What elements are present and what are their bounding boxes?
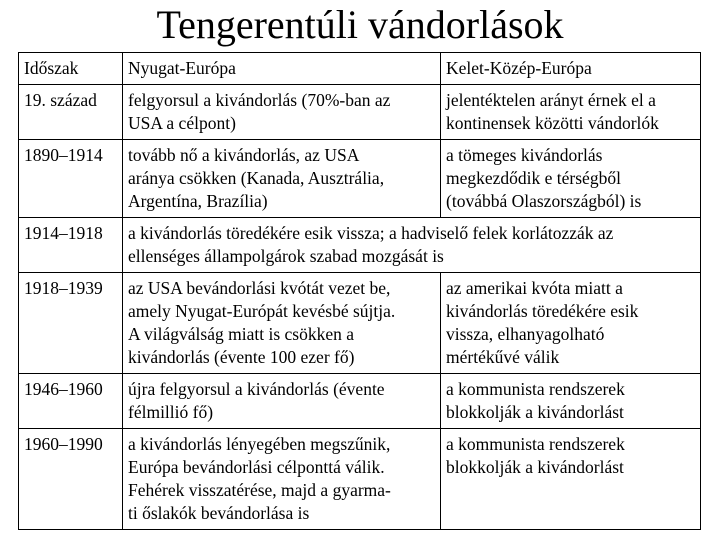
cell-line: tovább nő a kivándorlás, az USA <box>128 145 360 165</box>
period-cell: 19. század <box>19 85 123 140</box>
cell-line: a kommunista rendszerek <box>446 434 625 454</box>
cell-line: a kivándorlás lényegében megszűnik, <box>128 434 391 454</box>
table-row <box>19 429 701 530</box>
merged-cell <box>123 218 701 273</box>
east-central-europe-cell <box>441 140 701 218</box>
east-central-europe-cell <box>441 374 701 429</box>
cell-line: ti őslakók bevándorlása is <box>128 503 310 523</box>
cell-line: blokkolják a kivándorlást <box>446 402 624 422</box>
table-row <box>19 273 701 374</box>
cell-line: USA a célpont) <box>128 113 236 133</box>
western-europe-cell <box>123 85 441 140</box>
cell-line: Európa bevándorlási célponttá válik. <box>128 457 385 477</box>
western-europe-cell <box>123 273 441 374</box>
period-cell: 1918–1939 <box>19 273 123 374</box>
east-central-europe-cell <box>441 429 701 530</box>
western-europe-cell <box>123 429 441 530</box>
cell-line: a kommunista rendszerek <box>446 379 625 399</box>
cell-line: felgyorsul a kivándorlás (70%-ban az <box>128 90 391 110</box>
period-cell: 1890–1914 <box>19 140 123 218</box>
cell-line: kivándorlás (évente 100 ezer fő) <box>128 347 355 367</box>
table-row <box>19 374 701 429</box>
migration-table <box>18 52 701 530</box>
cell-line: ellenséges állampolgárok szabad mozgását is <box>128 246 444 266</box>
header-period: Időszak <box>19 53 123 85</box>
cell-line: kontinensek közötti vándorlók <box>446 113 659 133</box>
east-central-europe-cell <box>441 273 701 374</box>
western-europe-cell <box>123 374 441 429</box>
table-row <box>19 140 701 218</box>
cell-line: megkezdődik e térségből <box>446 168 621 188</box>
cell-line: vissza, elhanyagolható <box>446 324 605 344</box>
period-cell: 1914–1918 <box>19 218 123 273</box>
header-western-europe: Nyugat-Európa <box>123 53 441 85</box>
cell-line: (továbbá Olaszországból) is <box>446 191 642 211</box>
table-header-row <box>19 53 701 85</box>
cell-line: Argentína, Brazília) <box>128 191 268 211</box>
period-cell: 1946–1960 <box>19 374 123 429</box>
cell-line: újra felgyorsul a kivándorlás (évente <box>128 379 385 399</box>
cell-line: az amerikai kvóta miatt a <box>446 278 623 298</box>
cell-line: félmillió fő) <box>128 402 214 422</box>
cell-line: az USA bevándorlási kvótát vezet be, <box>128 278 391 298</box>
header-east-central-europe: Kelet-Közép-Európa <box>441 53 701 85</box>
cell-line: a tömeges kivándorlás <box>446 145 603 165</box>
table-row <box>19 85 701 140</box>
east-central-europe-cell <box>441 85 701 140</box>
western-europe-cell <box>123 140 441 218</box>
cell-line: mértékűvé válik <box>446 347 560 367</box>
cell-line: Fehérek visszatérése, majd a gyarma- <box>128 480 391 500</box>
table-row <box>19 218 701 273</box>
cell-line: blokkolják a kivándorlást <box>446 457 624 477</box>
cell-line: A világválság miatt is csökken a <box>128 324 354 344</box>
cell-line: a kivándorlás töredékére esik vissza; a hadviselő felek korlátozzák az <box>128 223 614 243</box>
cell-line: amely Nyugat-Európát kevésbé sújtja. <box>128 301 396 321</box>
cell-line: aránya csökken (Kanada, Ausztrália, <box>128 168 385 188</box>
cell-line: jelentéktelen arányt érnek el a <box>446 90 656 110</box>
page-title: Tengerentúli vándorlások <box>156 2 564 47</box>
period-cell: 1960–1990 <box>19 429 123 530</box>
cell-line: kivándorlás töredékére esik <box>446 301 639 321</box>
